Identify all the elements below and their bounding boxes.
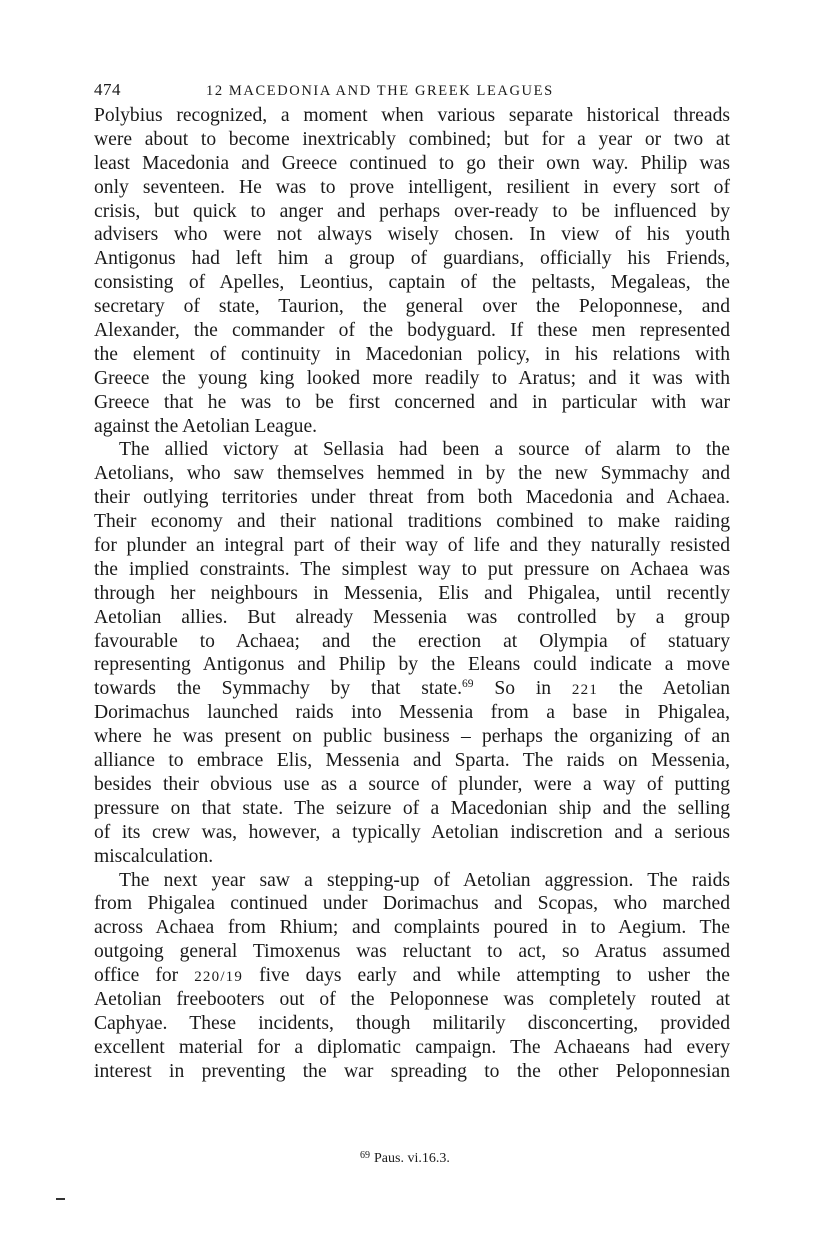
text-line: miscalculation. — [94, 845, 214, 867]
text-line: advisers who were not always wisely chosen. In view of his youth — [94, 224, 730, 246]
text-line: Antigonus had left him a group of guardians, officially his Friends, — [94, 248, 730, 270]
text-fragment: the Aetolian — [598, 678, 730, 700]
text-line: interest in preventing the war spreading to the other Peloponnesian — [94, 1060, 730, 1082]
text-fragment: towards the Symmachy by that state. — [94, 678, 463, 700]
text-line: Aetolian freebooters out of the Peloponnese was completely routed at — [94, 988, 730, 1010]
text-line: Greece the young king looked more readily to Aratus; and it was with — [94, 367, 730, 389]
text-line: The allied victory at Sellasia had been a source of alarm to the — [119, 439, 730, 461]
running-head — [94, 76, 730, 104]
text-line: across Achaea from Rhium; and complaints poured in to Aegium. The — [94, 917, 730, 939]
text-line: outgoing general Timoxenus was reluctant to act, so Aratus assumed — [94, 941, 730, 963]
text-line: where he was present on public business – perhaps the organizing of an — [94, 726, 730, 748]
text-line: only seventeen. He was to prove intelligent, resilient in every sort of — [94, 176, 730, 198]
text-line: Aetolian allies. But already Messenia was controlled by a group — [94, 606, 730, 628]
text-line: favourable to Achaea; and the erection at Olympia of statuary — [94, 630, 730, 652]
text-fragment: five days early and while attempting to usher the — [259, 965, 730, 987]
text-line: besides their obvious use as a source of plunder, were a way of putting — [94, 773, 730, 795]
text-line: were about to become inextricably combined; but for a year or two at — [94, 128, 730, 150]
text-line: Caphyae. These incidents, though militarily disconcerting, provided — [94, 1012, 730, 1034]
text-line: excellent material for a diplomatic campaign. The Achaeans had every — [94, 1036, 730, 1058]
text-line: the implied constraints. The simplest way to put pressure on Achaea was — [94, 558, 730, 580]
year-220-19: 220/19 — [194, 969, 244, 986]
text-line: The next year saw a stepping-up of Aetolian aggression. The raids — [119, 869, 730, 891]
text-line: through her neighbours in Messenia, Elis and Phigalea, until recently — [94, 582, 730, 604]
text-line-with-date — [94, 964, 730, 988]
text-line: Polybius recognized, a moment when various separate historical threads — [94, 105, 730, 126]
text-line: Their economy and their national traditions combined to make raiding — [94, 511, 730, 533]
text-line: of its crew was, however, a typically Aetolian indiscretion and a serious — [94, 821, 730, 843]
body-text — [94, 104, 730, 1084]
text-line: representing Antigonus and Philip by the Eleans could indicate a move — [94, 654, 730, 676]
text-line: crisis, but quick to anger and perhaps over-ready to be influenced by — [94, 200, 730, 222]
text-line: against the Aetolian League. — [94, 415, 318, 437]
text-line: alliance to embrace Elis, Messenia and Sparta. The raids on Messenia, — [94, 750, 730, 772]
text-line: Alexander, the commander of the bodyguard. If these men represented — [94, 320, 730, 342]
book-page — [94, 76, 730, 1084]
text-line: consisting of Apelles, Leontius, captain of the peltasts, Megaleas, the — [94, 272, 730, 294]
text-line: least Macedonia and Greece continued to go their own way. Philip was — [94, 152, 730, 174]
text-line: for plunder an integral part of their way of life and they naturally resisted — [94, 535, 730, 557]
text-line: Greece that he was to be first concerned and in particular with war — [94, 391, 730, 413]
text-line: Aetolians, who saw themselves hemmed in by the new Symmachy and — [94, 463, 730, 485]
page-number: 474 — [94, 80, 121, 99]
text-line: pressure on that state. The seizure of a Macedonian ship and the selling — [94, 797, 730, 819]
chapter-title: 12 MACEDONIA AND THE GREEK LEAGUES — [206, 83, 554, 99]
footnote — [360, 1150, 450, 1167]
footnote-text: Paus. vi.16.3. — [374, 1151, 450, 1166]
text-line: Dorimachus launched raids into Messenia from a base in Phigalea, — [94, 702, 730, 724]
margin-mark — [56, 1198, 65, 1200]
footnote-reference[interactable]: 69 — [462, 678, 474, 691]
text-line: the element of continuity in Macedonian policy, in his relations with — [94, 343, 730, 365]
text-line-with-footnote-ref — [94, 677, 730, 701]
text-fragment: office for — [94, 965, 179, 987]
text-fragment: So in — [473, 678, 572, 700]
text-line: from Phigalea continued under Dorimachus and Scopas, who marched — [94, 893, 730, 915]
text-line: their outlying territories under threat from both Macedonia and Achaea. — [94, 487, 730, 509]
year-221: 221 — [571, 682, 599, 699]
footnote-number: 69 — [360, 1150, 370, 1161]
text-line: secretary of state, Taurion, the general over the Peloponnese, and — [94, 296, 730, 318]
